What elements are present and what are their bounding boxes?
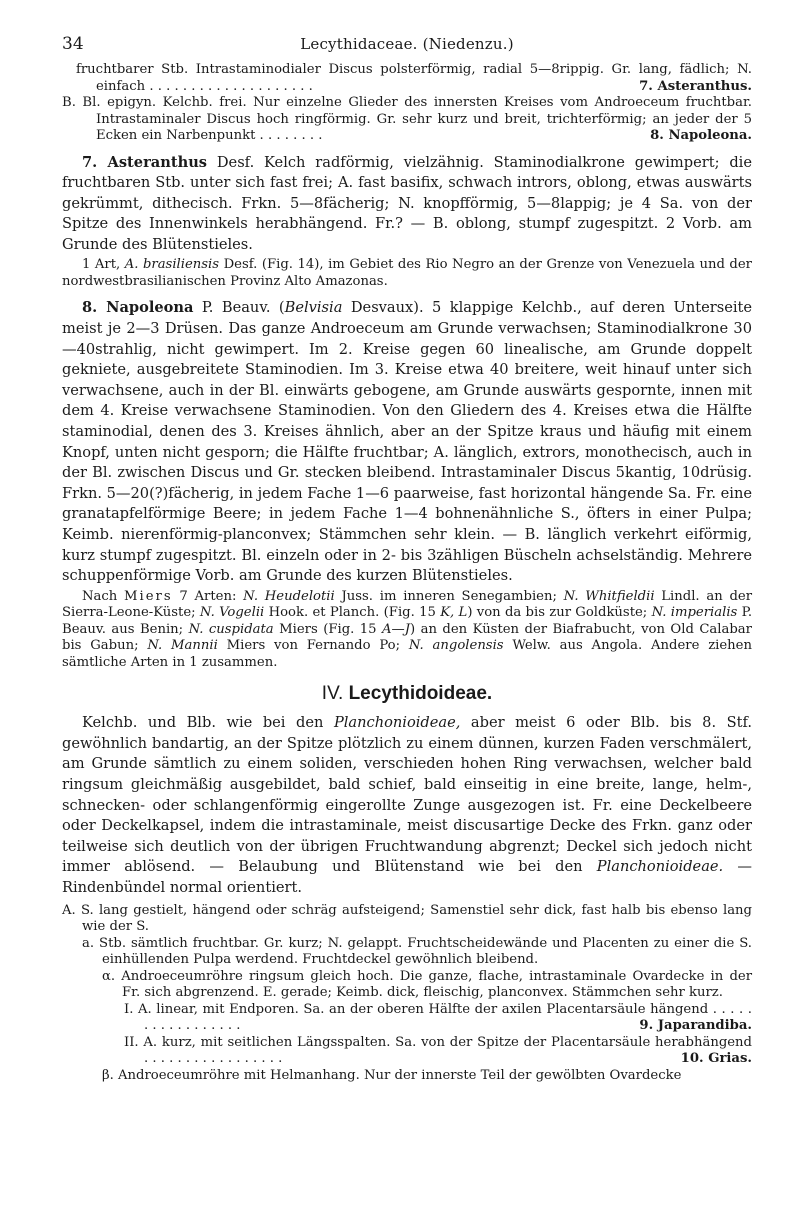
note-count: 1 Art, [82, 257, 121, 273]
note-text: Desf. (Fig. 14), im Gebiet des Rio Negro an der Grenze von Venezuela und der nordwestbrasilianischen Provinz Alto Amazonas. [62, 257, 752, 289]
key-result-grias: 10. Grias. [680, 1051, 752, 1067]
note-text: Miers (Fig. 15 [279, 621, 377, 637]
author-name: Miers [124, 588, 173, 604]
key-entry-a2-text: fruchtbarer Stb. Intrastaminodialer Discus polsterförmig, radial 5—8rippig. Gr. lang, fädlich; N. einfach . . . . . . . . . . . . . . . . . . . . [76, 62, 752, 94]
species-name: N. Heudelotii [243, 588, 335, 604]
figure-ref: K, L [440, 605, 468, 621]
note-text: ) von da bis zur Goldküste; [467, 605, 648, 621]
key-entry-b-text: B. Bl. epigyn. Kelchb. frei. Nur einzelne Glieder des innersten Kreises vom Androeceum fruchtbar. Intrastaminaler Discus hoch ringförmig. Gr. sehr kurz und breit, trichterförmig; an jeder der 5 Ecken ein Narbenpunkt . . . . . . . . [62, 95, 752, 143]
section-number: IV. [321, 683, 344, 705]
description-text: aber meist 6 oder Blb. bis 8. Stf. gewöhnlich bandartig, an der Spitze plötzlich zu einem dünnen, kurzen Faden verschmälert, am Grunde sämtlich zu einem soliden, verschieden hohen Ring verwachsen, welcher bald ringsum gleichmäßig ausgebildet, bald schief, bald einseitig in eine breite, lange, helm-, schnecken- oder schlangenförmig eingerollte Zunge ausgezogen ist. Fr. eine Deckelbeere oder Deckelkapsel, indem die intrastaminale, meist discusartige Decke des Frkn. ganz oder teilweise sich deutlich von der übrigen Fruchtwandung abgrenzt; Deckel sich jedoch nicht immer ablösend. — Belaubung und Blütenstand wie bei den [62, 714, 753, 876]
genus-napoleona-author-b: Desvaux). [350, 299, 424, 317]
note-text: Lindl. an der Sierra-Leone-Küste; [62, 588, 753, 621]
species-name: N. Whitfieldii [563, 588, 655, 604]
genus-synonym: Belvisia [284, 299, 343, 317]
note-text: Juss. im inneren Senegambien; [341, 588, 557, 604]
key-entry-a: a. Stb. sämtlich fruchtbar. Gr. kurz; N. gelappt. Fruchtscheidewände und Placenten zu einer die S. einhüllenden Pulpa werdend. Fruchtdeckel gewöhnlich bleibend. [82, 935, 752, 968]
note-text: Hook. et Planch. (Fig. 15 [268, 605, 436, 621]
section-title: Lecythidoideae. [348, 683, 493, 705]
document-page [62, 34, 752, 1084]
taxon-name: Planchonioideae, [333, 714, 461, 732]
napoleona-species-note [62, 589, 752, 672]
running-title: Lecythidaceae. (Niedenzu.) [300, 35, 514, 53]
key-entry-II-text: II. A. kurz, mit seitlichen Längsspalten. Sa. von der Spitze der Placentarsäule herabhängend . . . . . . . . . . . . . . . . . [124, 1034, 752, 1067]
species-name: N. imperialis [651, 605, 738, 621]
page-header [62, 34, 752, 62]
key-entry-II [62, 1035, 752, 1068]
note-text: P. Beauv. aus Benin; [62, 605, 753, 637]
genus-napoleona-text: 5 klappige Kelchb., auf deren Unterseite meist je 2—3 Drüsen. Das ganze Androeceum am Grunde verwachsen; Staminodialkrone 30—40strahlig, nicht gewimpert. Im 2. Kreise gegen 60 linealische, am Grunde doppelt gekniete, ausgebreitete Staminodien. Im 3. Kreise etwa 40 breitere, weit hinauf unter sich verwachsene, auch in der Bl. einwärts gebogene, am Grunde auswärts gespornte, innen mit dem 4. Kreise verwachsene Staminodien. Von den Gliedern des 4. Kreises etwa die Hälfte staminodial, denen des 3. Kreises ähnlich, aber an der Spitze kraus und häufig mit einem Knopf, unten nicht gesporn; die Hälfte fruchtbar; A. länglich, extrors, monothecisch, auch in der Bl. zwischen Discus und Gr. stecken bleibend. Intrastaminaler Discus 5kantig, 10drüsig. Frkn. 5—20(?)fächerig, in jedem Fache 1—6 paarweise, fast horizontal hängende Sa. Fr. eine granatapfelförmige Beere; in jedem Fache 1—4 bohnenähnliche S., öfters in einer Pulpa; Keimb. nierenförmig-planconvex; Stämmchen sehr klein. — B. länglich verkehrt eiförmig, kurz stumpf zugespitzt. Bl. einzeln oder in 2- bis 3zähligen Büscheln achselständig. Mehrere schuppenförmige Vorb. am Grunde des kurzen Blütenstieles. [62, 299, 752, 585]
genus-napoleona-name: 8. Napoleona [82, 299, 194, 317]
key-entry-I-text: I. A. linear, mit Endporen. Sa. an der oberen Hälfte der axilen Placentarsäule hängend . . . . . . . . . . . . . . . . . [124, 1001, 752, 1034]
species-name: N. Vogelii [199, 605, 265, 621]
key-entry-a2 [62, 62, 752, 95]
description-text: Kelchb. und Blb. wie bei den [82, 714, 324, 732]
figure-ref: A—J [382, 621, 411, 637]
species-name: N. Mannii [147, 638, 218, 654]
key-result-napoleona: 8. Napoleona. [650, 128, 752, 143]
key-entry-alpha: α. Androeceumröhre ringsum gleich hoch. Die ganze, flache, intrastaminale Ovardecke in der Fr. sich abgrenzend. E. gerade; Keimb. dick, fleischig, planconvex. Stämmchen sehr kurz. [102, 968, 752, 1001]
genus-asteranthus-text: Desf. Kelch radförmig, vielzähnig. Staminodialkrone gewimpert; die fruchtbaren Stb. unter sich fast frei; A. fast basifix, schwach intrors, oblong, etwas auswärts gekrümmt, dithecisch. Frkn. 5—8fächerig; N. knopfförmig, 5—8lappig; je 4 Sa. von der Spitze des Innenwinkels herabhängend. Fr.? — B. oblong, stumpf zugespitzt. 2 Vorb. am Grunde des Blütenstieles. [62, 153, 752, 253]
key-entry-A: A. S. lang gestielt, hängend oder schräg aufsteigend; Samenstiel sehr dick, fast halb bis ebenso lang wie der S. [62, 902, 752, 935]
species-name: N. angolensis [408, 638, 504, 654]
note-text: ) an den Küsten der Biafrabucht, von Old Calabar bis Gabun; [62, 621, 752, 654]
note-text: 7 Arten: [179, 588, 237, 604]
key-entry-I [62, 1002, 752, 1035]
key-result-japarandiba: 9. Japarandiba. [639, 1018, 752, 1034]
taxon-name: Planchonioideae. [596, 858, 724, 876]
section-heading [62, 683, 752, 705]
note-text: Miers von Fernando Po; [226, 638, 401, 654]
species-name: A. brasiliensis [124, 257, 220, 273]
page-number: 34 [62, 34, 84, 54]
description-text: — Rindenbündel normal orientiert. [62, 858, 753, 897]
key-entry-b [62, 95, 752, 145]
key-result-asteranthus: 7. Asteranthus. [639, 78, 752, 94]
note-text: Welw. aus Angola. Andere ziehen sämtliche Arten in 1 zusammen. [62, 638, 752, 670]
asteranthus-species-note [62, 257, 752, 290]
note-text: Nach [82, 588, 118, 604]
genus-napoleona-author: P. Beauv. ( [201, 299, 285, 317]
key-entry-beta: β. Androeceumröhre mit Helmanhang. Nur der innerste Teil der gewölbten Ovardecke [102, 1067, 682, 1083]
genus-asteranthus [62, 153, 752, 256]
genus-asteranthus-name: 7. Asteranthus [82, 153, 208, 171]
species-name: N. cuspidata [188, 621, 274, 637]
genus-napoleona [62, 298, 752, 586]
section-description [62, 713, 752, 898]
